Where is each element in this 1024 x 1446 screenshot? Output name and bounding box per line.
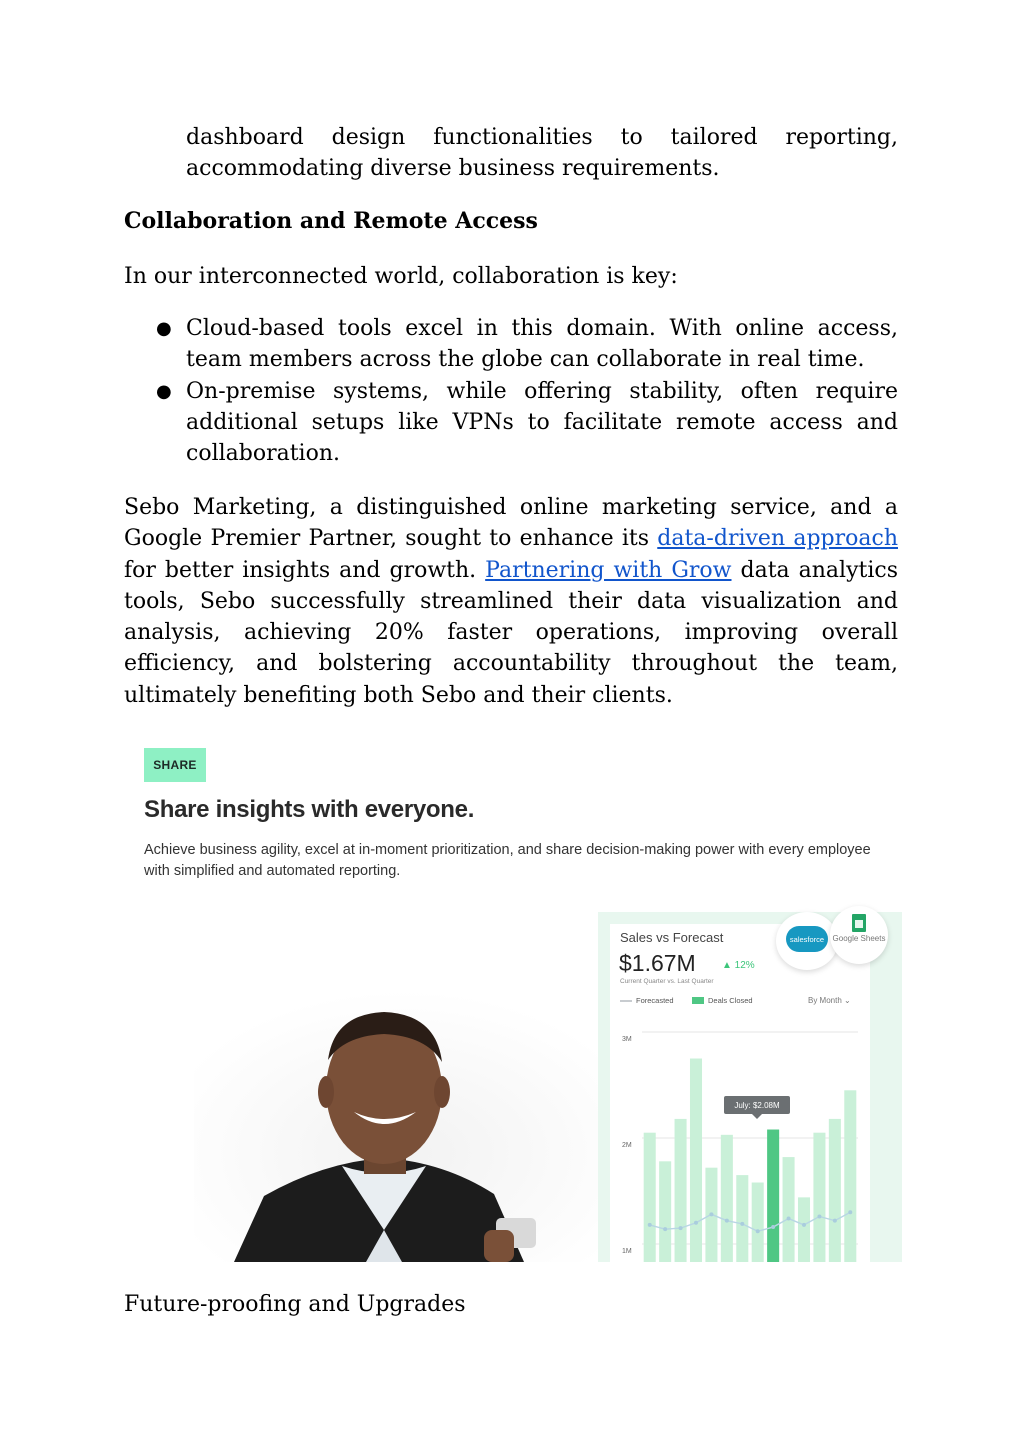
chart-panel [598,912,902,1262]
chart-bar [813,1133,825,1262]
forecast-point [848,1210,852,1214]
chart-bar [844,1090,856,1262]
chart-bar [675,1119,687,1262]
forecast-point [694,1221,698,1225]
card-value: $1.67M [619,950,696,976]
chart-bar [644,1133,656,1262]
chart-bar [659,1161,671,1262]
card-subtitle: Current Quarter vs. Last Quarter [620,978,714,985]
sales-chart [610,924,870,1262]
case-study-paragraph [124,492,898,711]
card-title: Sales vs Forecast [620,930,724,945]
chart-bar [721,1135,733,1262]
chart-bar [752,1183,764,1262]
story-text: data analytics tools, Sebo successfully streamlined their data visualization and analysis, achieving 20% faster operations, improving overall efficiency, and bolstering accountability throughout the team, ultimately benefiting both Sebo and their clients. [124,557,899,708]
share-tag: SHARE [144,748,206,782]
continuation-paragraph: dashboard design functionalities to tailored reporting, accommodating diverse business requirements. [186,125,898,182]
forecast-point [709,1212,713,1216]
sales-forecast-card [610,924,870,1262]
y-tick-label: 2M [622,1142,632,1149]
partnering-with-grow-link[interactable]: Partnering with Grow [485,557,732,583]
forecast-point [679,1226,683,1230]
legend-label: Forecasted [636,996,674,1005]
legend-label: Deals Closed [708,996,753,1005]
intro-paragraph: In our interconnected world, collaboration is key: [124,264,678,289]
promo-title: Share insights with everyone. [144,796,475,823]
forecast-point [787,1217,791,1221]
google-sheets-label: Google Sheets [832,934,886,943]
next-section-heading: Future-proofing and Upgrades [124,1292,466,1317]
promo-graphic [124,730,902,1262]
chart-bar [798,1197,810,1262]
story-text: Sebo Marketing, a distinguished online marketing service, and a Google Premier Partner, sought to enhance its [124,495,898,552]
promo-description: Achieve business agility, excel at in-moment prioritization, and share decision-making power with every employee with simplified and automated reporting. [144,842,871,879]
list-item-text: On-premise systems, while offering stability, often require additional setups like VPNs to facilitate remote access and collaboration. [186,378,898,467]
chart-bar [690,1059,702,1263]
bullet-icon: ● [156,380,172,402]
forecast-point [725,1219,729,1223]
forecast-point [771,1225,775,1229]
google-sheets-icon [852,914,866,932]
person-illustration [194,990,614,1262]
data-driven-approach-link[interactable]: data-driven approach [657,526,898,552]
forecast-point [802,1223,806,1227]
list-item-text: Cloud-based tools excel in this domain. With online access, team members across the globe can collaborate in real time. [186,316,898,373]
story-text: for better insights and growth. [124,557,486,583]
forecast-point [740,1222,744,1226]
chart-bar [736,1175,748,1262]
chart-bar [783,1157,795,1262]
period-dropdown[interactable]: By Month ⌄ [808,996,851,1005]
chart-tooltip: July: $2.08M [724,1096,790,1114]
google-sheets-badge [830,906,888,964]
forecast-point [648,1223,652,1227]
salesforce-logo-icon: salesforce [786,926,828,952]
list-item [124,313,898,376]
forecast-point [663,1227,667,1231]
bullet-icon: ● [156,318,172,339]
forecast-point [833,1219,837,1223]
salesforce-badge [776,912,838,970]
list-item [124,376,898,470]
y-tick-label: 1M [622,1248,632,1255]
card-delta: ▲ 12% [722,960,755,971]
chart-bar [829,1119,841,1262]
bullet-list [124,313,898,469]
forecast-point [756,1229,760,1233]
section-heading: Collaboration and Remote Access [124,208,538,234]
y-tick-label: 3M [622,1036,632,1043]
chart-bar [767,1130,779,1262]
forecast-point [817,1214,821,1218]
